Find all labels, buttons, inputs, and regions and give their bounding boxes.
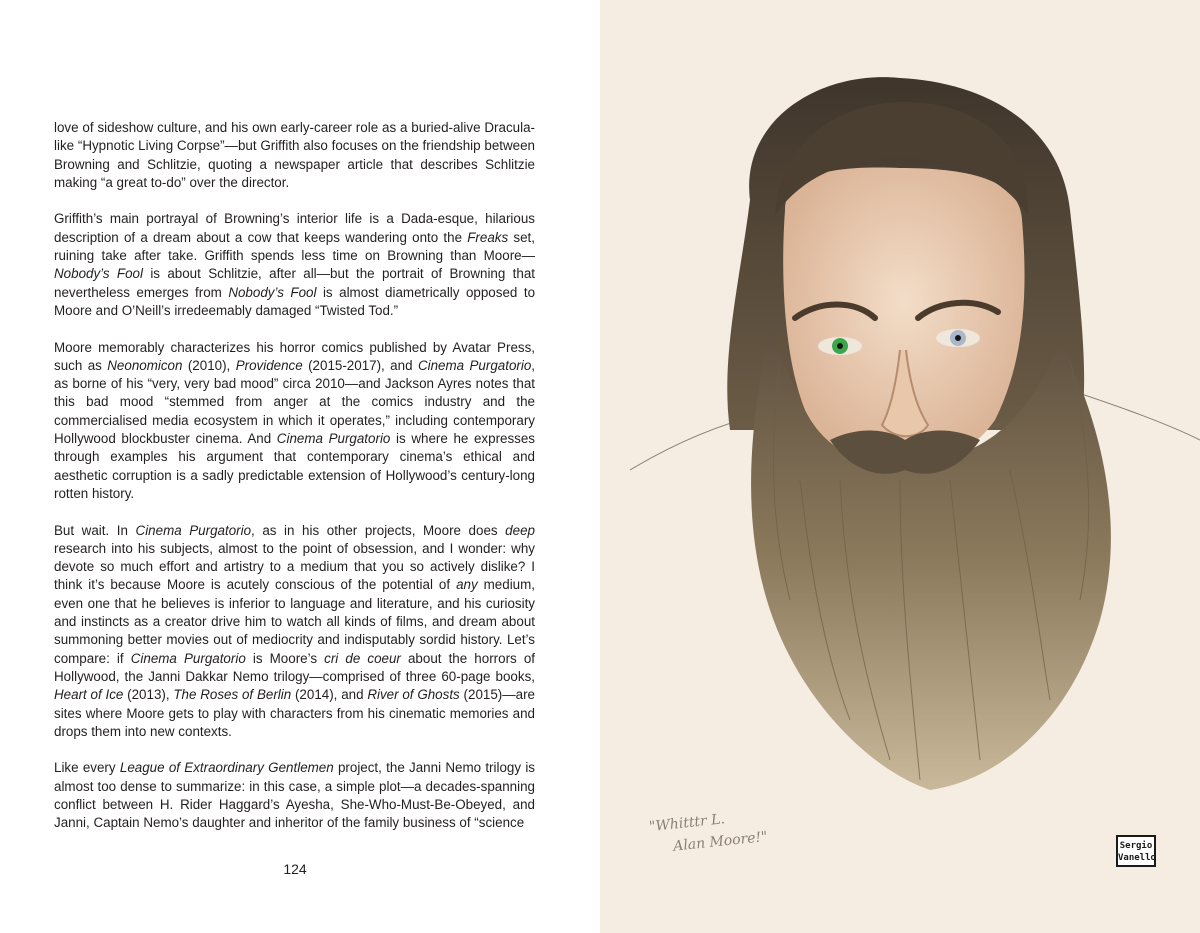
italic-word: any [456,577,478,593]
left-eye-pupil [837,343,843,349]
text-run: (2015)—are sites where Moore gets to play with characters from his cinematic memories and drops them into new contexts. [54,687,535,739]
italic-word: deep [505,522,535,538]
text-run: (2015-2017), and [302,357,418,373]
text-run: Moore memorably characterizes his horror comics published by Avatar Press, such as [54,339,535,373]
artist-signature-stamp [1116,835,1156,867]
text-run: (2010), [182,357,236,373]
stamp-line: Vanello [1118,853,1156,863]
right-page-illustration [600,0,1200,933]
text-run: But wait. In [54,522,136,538]
paragraph-2 [54,210,535,320]
italic-title: Nobody’s Fool [228,284,317,300]
text-run: set, ruining take after take. Griffith spends less time on Browning than Moore— [54,229,535,264]
inscription-line: "Whitttr L. [648,811,726,836]
text-run: (2013), [123,687,174,703]
page-number: 124 [283,861,307,877]
italic-title: Providence [235,357,303,373]
text-run: love of sideshow culture, and his own early-career role as a buried-alive Dracula-like “Hypnotic Living Corpse”—but Griffith also focuses on the friendship between Browning and Schlitzie, quoting a newspaper article that describes Schlitzie making “a great to-do” over the director. [54,120,535,190]
paragraph-4 [54,522,535,742]
text-run: , as in his other projects, Moore does [251,522,506,538]
text-run: is about Schlitzie, after all—but the portrait of Browning that nevertheless emerges from [54,266,536,300]
paragraph-1 [54,119,535,192]
italic-title: Cinema Purgatorio [417,357,532,373]
italic-title: Freaks [467,229,509,245]
text-run: project, the Janni Nemo trilogy is almost too dense to summarize: in this case, a simple plot—a decades-spanning conflict between H. Rider Haggard’s Ayesha, She-Who-Must-Be-Obeyed, and Janni, Captain Nemo’s daughter and inheritor of the family business of “science [54,760,535,831]
text-run: , as borne of his “very, very bad mood” circa 2010—and Jackson Ayres notes that this bad mood “stemmed from anger at the comics industry and the commercialised media ecosystem in which it operates,” including contemporary Hollywood blockbuster cinema. And [54,357,536,447]
italic-title: Cinema Purgatorio [135,522,252,538]
inscription-line: Alan Moore!" [672,828,769,855]
text-run: is Moore’s [245,650,325,666]
italic-title: River of Ghosts [367,687,460,703]
body-text [54,119,535,851]
text-run: is almost diametrically opposed to Moore and O’Neill’s irredeemably damaged “Twisted Tod.” [54,284,536,318]
text-run: research into his subjects, almost to the point of obsession, and I wonder: why devote so much effort and artistry to a medium that you so actively dislike? I think it’s because Moore is acutely conscious of the potential of [54,540,535,593]
italic-title: The Roses of Berlin [173,687,292,703]
right-eye-pupil [955,335,961,341]
italic-title: Cinema Purgatorio [276,431,391,447]
paragraph-5 [54,759,535,832]
text-run: Like every [54,760,120,776]
text-run: (2014), and [291,687,368,703]
italic-title: Neonomicon [107,357,183,373]
italic-title: Nobody’s Fool [54,266,143,282]
stamp-line: Sergio [1119,841,1153,851]
italic-title: League of Extraordinary Gentlemen [119,760,334,776]
text-run: about the horrors of Hollywood, the Janni Dakkar Nemo trilogy—comprised of three 60-page books, [54,650,535,684]
italic-title: Cinema Purgatorio [130,650,246,666]
portrait-illustration [600,0,1200,933]
paragraph-3 [54,339,535,504]
text-run: Griffith’s main portrayal of Browning’s interior life is a Dada-esque, hilarious description of a dream about a cow that keeps wandering onto the [54,211,535,245]
text-run: medium, even one that he believes is inferior to language and literature, and his curiosity and instincts as a creator drive him to watch all kinds of films, and dream about summoning better movies out of mediocrity and indisputably sordid history. Let’s compare: if [54,577,535,666]
italic-phrase: cri de coeur [324,650,401,666]
text-run: is where he expresses through examples his argument that contemporary cinema’s ethical and aesthetic corruption is a sadly predictable extension of Hollywood’s century-long rotten history. [54,431,536,501]
italic-title: Heart of Ice [54,687,124,703]
